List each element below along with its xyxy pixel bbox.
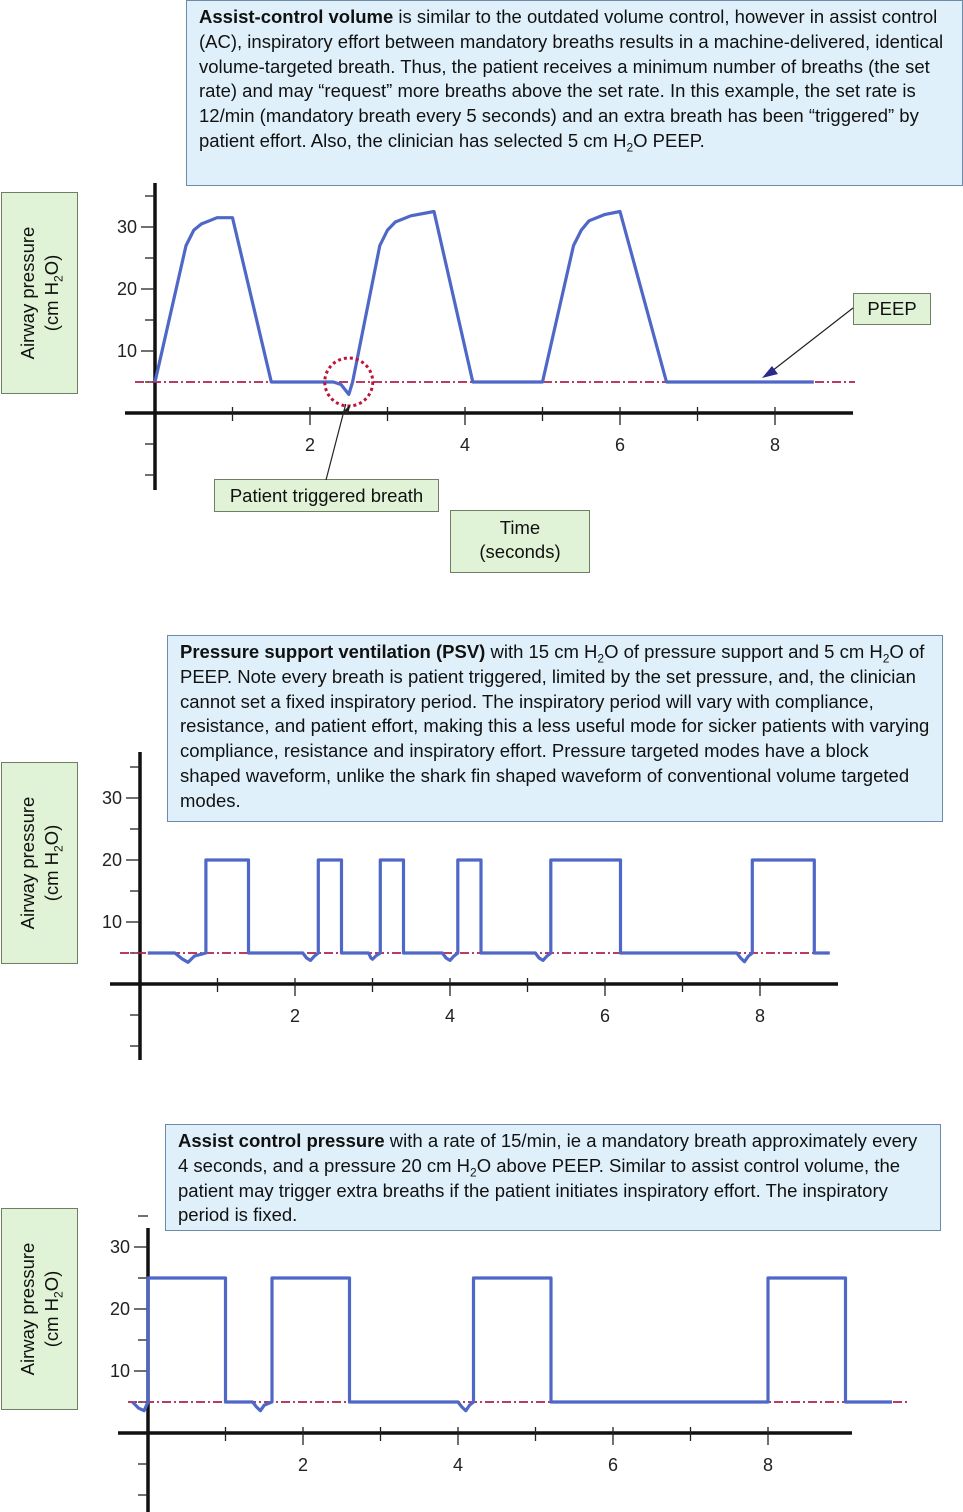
y-axis-label: Airway pressure (cm $H_2O$) xyxy=(16,796,66,930)
y-tick-label: 20 xyxy=(101,850,122,870)
y-tick-label: 30 xyxy=(116,217,137,237)
x-tick-label: 2 xyxy=(304,435,316,455)
trigger-label: Patient triggered breath xyxy=(229,485,424,506)
trigger-leader-line xyxy=(326,404,346,480)
x-axis-label-line2: (seconds) xyxy=(479,541,561,562)
info-title: Assist-control volume xyxy=(199,6,394,27)
x-tick-label: 6 xyxy=(614,435,626,455)
y-tick-label: 10 xyxy=(109,1361,130,1381)
pressure-waveform xyxy=(133,1278,893,1411)
y-tick-label: 30 xyxy=(101,788,122,808)
y-axis-label: Airway pressure (cm $H_2O$) xyxy=(16,1242,66,1376)
x-tick-label: 8 xyxy=(754,1006,766,1026)
info-box-psv: Pressure support ventilation (PSV) with 15 cm $H_2O$ of pressure support and 5 cm $H_2O$ of PEEP. Note every breath is patient triggered, limited by the set pressure, and, the clinician cannot set a fixed inspiratory period. The inspiratory period will vary with compliance, resistance, and patient effort, making this a less useful mode for sicker patients with varying compliance, resistance and inspiratory effort. Pressure targeted modes have a block shaped waveform, unlike the shark fin shaped waveform of conventional volume targeted modes. xyxy=(167,635,943,822)
x-tick-label: 2 xyxy=(297,1455,309,1475)
info-sub: 2 xyxy=(626,140,634,155)
x-tick-label: 6 xyxy=(607,1455,619,1475)
y-tick-label: 30 xyxy=(109,1237,130,1257)
y-tick-label: 20 xyxy=(109,1299,130,1319)
x-tick-label: 4 xyxy=(444,1006,456,1026)
pressure-waveform xyxy=(155,212,814,395)
info-box-ac-pressure: Assist control pressure with a rate of 15/min, ie a mandatory breath approximately every 4 seconds, and a pressure 20 cm $H_2O$ above PEEP. Similar to assist control volume, the patient may trigger extra breaths if the patient initiates inspiratory effort. The inspiratory period is fixed. xyxy=(165,1124,941,1231)
info-title: Pressure support ventilation (PSV) xyxy=(180,641,486,662)
x-tick-label: 8 xyxy=(769,435,781,455)
info-body: is similar to the outdated volume control, however in assist control (AC), inspiratory effort between mandatory breaths results in a machine-delivered, identical volume-targeted breath. Thus, the patient receives a minimum number of breaths (the set rate) and may “request” more breaths above the set rate. In this example, the set rate is 12/min (mandatory breath every 5 seconds) and an extra breath has been “triggered” by patient effort. Also, the clinician has selected 5 cm H xyxy=(199,6,944,151)
peep-leader-line xyxy=(772,308,853,371)
y-tick-label: 20 xyxy=(116,279,137,299)
info-tail: O PEEP. xyxy=(633,129,705,151)
x-tick-label: 8 xyxy=(762,1455,774,1475)
y-axis-label: Airway pressure (cm $H_2O$) xyxy=(16,226,66,360)
peep-label: PEEP xyxy=(867,298,917,319)
x-tick-label: 4 xyxy=(459,435,471,455)
x-axis-label-line1: Time xyxy=(499,517,541,538)
y-tick-label: 10 xyxy=(101,912,122,932)
x-tick-label: 2 xyxy=(289,1006,301,1026)
pressure-waveform xyxy=(148,860,830,962)
x-tick-label: 4 xyxy=(452,1455,464,1475)
y-tick-label: 10 xyxy=(116,341,137,361)
x-tick-label: 6 xyxy=(599,1006,611,1026)
info-title: Assist control pressure xyxy=(178,1130,385,1151)
